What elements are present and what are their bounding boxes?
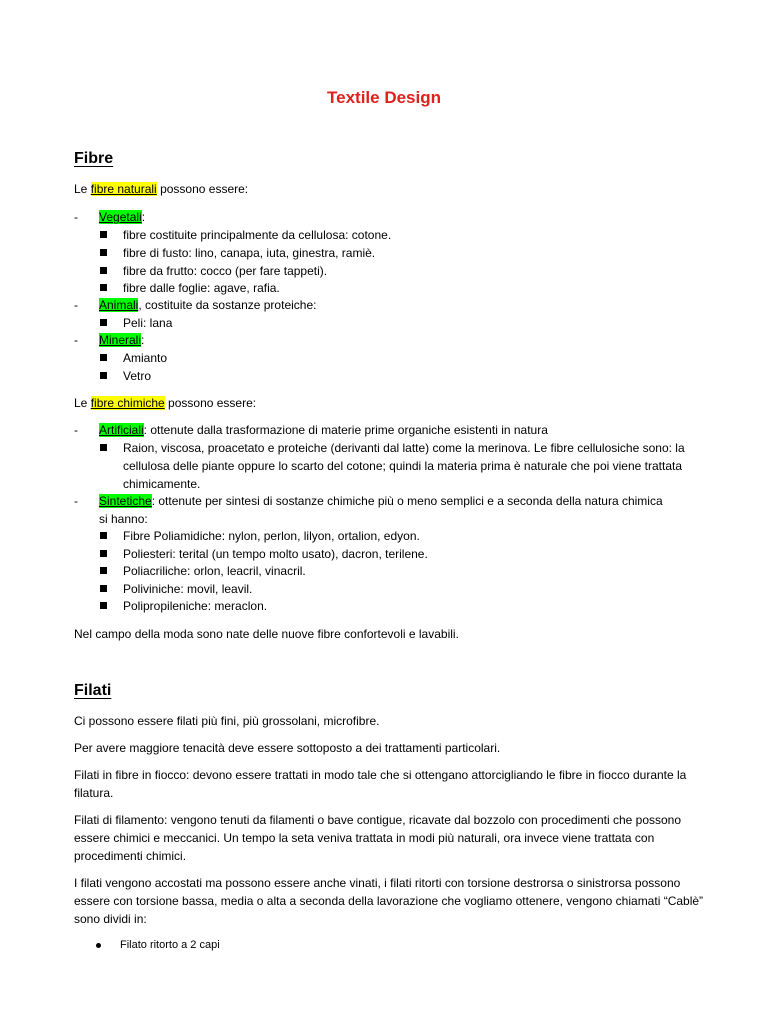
square-bullet bbox=[100, 231, 107, 238]
category-minerali-rest: : bbox=[141, 333, 145, 347]
list-item: Poliesteri: terital (un tempo molto usato), dacron, terilene. bbox=[123, 547, 428, 561]
square-bullet bbox=[100, 249, 107, 256]
list-item: Poliviniche: movil, leavil. bbox=[123, 582, 253, 596]
category-vegetali bbox=[99, 208, 699, 226]
square-bullet bbox=[100, 372, 107, 379]
paragraph: I filati vengono accostati ma possono essere anche vinati, i filati ritorti con torsione destrorsa o sinistrorsa possono essere con torsione bassa, media o alta a seconda della lavorazione che vogliamo ottenere, vengono chiamati “Cablè” sono dividi in: bbox=[74, 876, 704, 926]
dash-bullet: - bbox=[74, 423, 78, 437]
list-item: fibre costituite principalmente da cellulosa: cotone. bbox=[123, 228, 392, 242]
highlight-fibre-naturali: fibre naturali bbox=[90, 182, 157, 196]
highlight-animali: Animali bbox=[99, 298, 139, 312]
dash-bullet: - bbox=[74, 494, 78, 508]
square-bullet bbox=[100, 532, 107, 539]
intro-suffix: possono essere: bbox=[156, 182, 249, 196]
category-artificiali-rest: : ottenute dalla trasformazione di materie prime organiche esistenti in natura bbox=[143, 423, 548, 437]
section-heading-filati: Filati bbox=[74, 682, 112, 699]
highlight-sintetiche: Sintetiche bbox=[99, 494, 152, 508]
paragraph: Ci possono essere filati più fini, più grossolani, microfibre. bbox=[74, 714, 380, 728]
dash-bullet: - bbox=[74, 210, 78, 224]
square-bullet bbox=[100, 585, 107, 592]
list-item: Poliacriliche: orlon, leacril, vinacril. bbox=[123, 564, 306, 578]
list-item: Vetro bbox=[123, 369, 152, 383]
square-bullet bbox=[100, 444, 107, 451]
square-bullet bbox=[100, 267, 107, 274]
square-bullet bbox=[100, 319, 107, 326]
category-artificiali bbox=[99, 421, 699, 439]
intro-prefix: Le bbox=[74, 396, 91, 410]
dash-bullet: - bbox=[74, 333, 78, 347]
fibre-naturali-intro bbox=[74, 180, 714, 198]
highlight-vegetali: Vegetali bbox=[99, 210, 142, 224]
paragraph: Filati in fibre in fiocco: devono essere trattati in modo tale che si ottengano attorcigliando le fibre in fiocco durante la filatura. bbox=[74, 768, 687, 800]
list-item: fibre da frutto: cocco (per fare tappeti). bbox=[123, 264, 328, 278]
list-item: Amianto bbox=[123, 351, 168, 365]
highlight-minerali: Minerali bbox=[99, 333, 142, 347]
category-vegetali-rest: : bbox=[141, 210, 146, 224]
intro-suffix: possono essere: bbox=[164, 396, 257, 410]
paragraph: Per avere maggiore tenacità deve essere sottoposto a dei trattamenti particolari. bbox=[74, 741, 501, 755]
square-bullet bbox=[100, 550, 107, 557]
intro-prefix: Le bbox=[74, 182, 91, 196]
category-animali bbox=[99, 296, 699, 314]
highlight-artificiali: Artificiali bbox=[99, 423, 144, 437]
paragraph: Filati di filamento: vengono tenuti da filamenti o bave contigue, ricavate dal bozzolo con procedimenti che possono essere chimici e meccanici. Un tempo la seta veniva trattata in modi più naturali, ora invece viene trattata con procedimenti chimici. bbox=[74, 813, 682, 863]
fibre-closing-paragraph: Nel campo della moda sono nate delle nuove fibre confortevoli e lavabili. bbox=[74, 627, 459, 641]
category-sintetiche-rest: : ottenute per sintesi di sostanze chimiche più o meno semplici e a seconda della natura chimica si hanno: bbox=[99, 494, 663, 526]
list-item: Fibre Poliamidiche: nylon, perlon, lilyon, ortalion, edyon. bbox=[123, 529, 420, 543]
list-item: fibre dalle foglie: agave, rafia. bbox=[123, 281, 280, 295]
section-heading-fibre: Fibre bbox=[74, 150, 114, 167]
category-sintetiche bbox=[99, 492, 674, 528]
square-bullet bbox=[100, 284, 107, 291]
category-minerali bbox=[99, 331, 699, 349]
list-item: Peli: lana bbox=[123, 316, 173, 330]
list-item: Polipropileniche: meraclon. bbox=[123, 599, 268, 613]
fibre-chimiche-intro bbox=[74, 394, 714, 412]
list-item: fibre di fusto: lino, canapa, iuta, ginestra, ramiè. bbox=[123, 246, 376, 260]
list-item: Raion, viscosa, proacetato e proteiche (derivanti dal latte) come la merinova. Le fibre cellulosiche sono: la cellulosa delle piante oppure lo scarto del cotone; quindi la materia prima è naturale che poi viene trattata chimicamente. bbox=[123, 441, 685, 491]
square-bullet bbox=[100, 354, 107, 361]
highlight-fibre-chimiche: fibre chimiche bbox=[90, 396, 165, 410]
round-bullet bbox=[96, 943, 101, 948]
document-title: Textile Design bbox=[327, 88, 441, 107]
category-animali-rest: , costituite da sostanze proteiche: bbox=[138, 298, 317, 312]
dash-bullet: - bbox=[74, 298, 78, 312]
square-bullet bbox=[100, 602, 107, 609]
square-bullet bbox=[100, 567, 107, 574]
list-item: Filato ritorto a 2 capi bbox=[120, 939, 220, 951]
